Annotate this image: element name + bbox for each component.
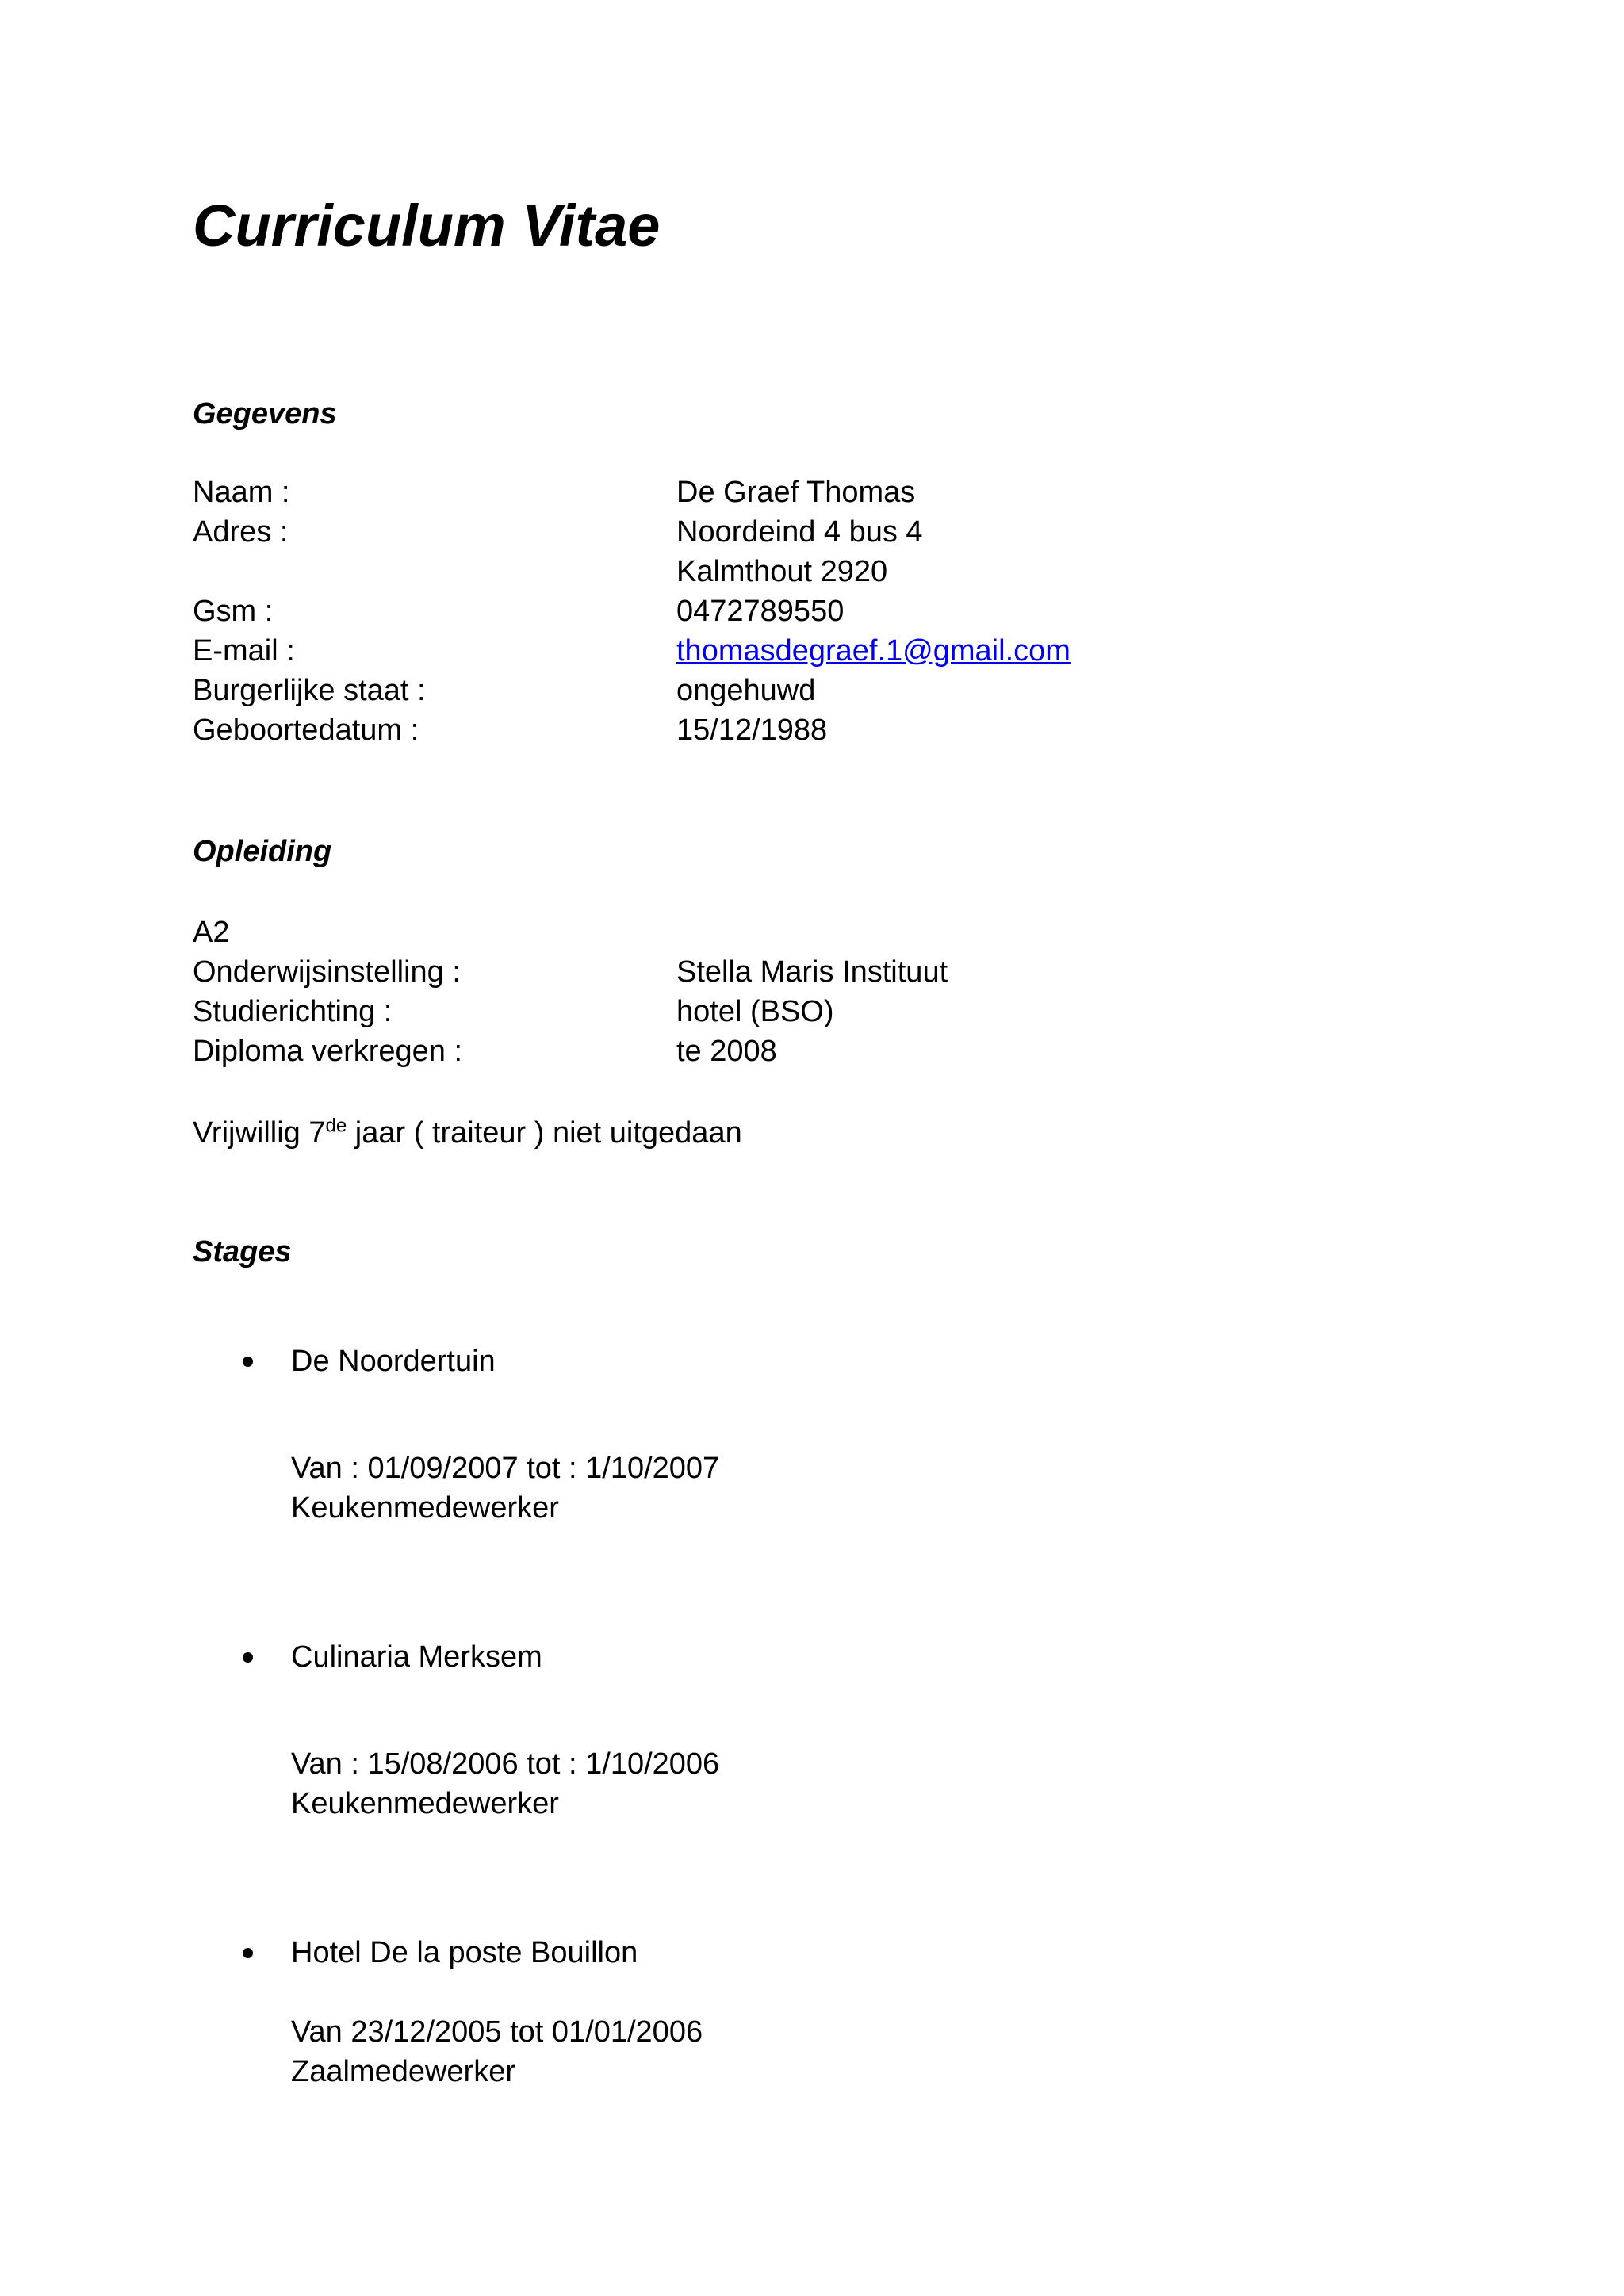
stage-period: Van 23/12/2005 tot 01/01/2006 bbox=[291, 2015, 703, 2049]
stage-name: De Noordertuin bbox=[291, 1345, 496, 1378]
stage-role: Zaalmedewerker bbox=[291, 2055, 515, 2088]
section-heading-opleiding: Opleiding bbox=[193, 835, 332, 868]
stage-period: Van : 15/08/2006 tot : 1/10/2006 bbox=[291, 1747, 720, 1781]
detail-label: Gsm : bbox=[193, 595, 274, 628]
stage-period: Van : 01/09/2007 tot : 1/10/2007 bbox=[291, 1452, 720, 1485]
stage-item bbox=[193, 1933, 1224, 2091]
detail-row-burgerlijke-staat bbox=[193, 671, 1224, 710]
education-value: te 2008 bbox=[676, 1035, 777, 1068]
detail-label: Naam : bbox=[193, 476, 290, 509]
stage-role: Keukenmedewerker bbox=[291, 1787, 559, 1820]
detail-row-adres bbox=[193, 512, 1224, 552]
note-text-end: jaar ( traiteur ) niet uitgedaan bbox=[347, 1116, 742, 1150]
section-heading-gegevens: Gegevens bbox=[193, 397, 337, 430]
stage-name: Culinaria Merksem bbox=[291, 1640, 542, 1674]
ordinal-suffix: de bbox=[325, 1115, 347, 1137]
detail-row-naam bbox=[193, 473, 1224, 512]
education-row-diploma bbox=[193, 1031, 1224, 1071]
education-level: A2 bbox=[193, 916, 230, 949]
detail-label: E-mail : bbox=[193, 634, 295, 668]
detail-row-adres-city bbox=[193, 552, 1224, 591]
personal-details bbox=[193, 473, 1224, 750]
detail-value: ongehuwd bbox=[676, 674, 816, 707]
detail-value: 15/12/1988 bbox=[676, 714, 828, 747]
detail-row-email bbox=[193, 631, 1224, 671]
detail-row-gsm bbox=[193, 591, 1224, 631]
stage-name-row bbox=[193, 1341, 1224, 1381]
note-text-start: Vrijwillig 7 bbox=[193, 1116, 326, 1150]
page-title: Curriculum Vitae bbox=[193, 193, 661, 258]
education-row-instelling bbox=[193, 952, 1224, 992]
education-value: Stella Maris Instituut bbox=[676, 955, 948, 989]
detail-value-wrap bbox=[676, 631, 1224, 671]
stage-item bbox=[193, 1341, 1224, 1528]
education-extra-note bbox=[193, 1113, 742, 1153]
stage-name-row bbox=[193, 1637, 1224, 1677]
bullet-icon bbox=[193, 1652, 291, 1663]
education-label: Onderwijsinstelling : bbox=[193, 955, 461, 989]
education-label: Studierichting : bbox=[193, 995, 393, 1028]
detail-row-geboortedatum bbox=[193, 710, 1224, 750]
stage-name: Hotel De la poste Bouillon bbox=[291, 1936, 638, 1969]
bullet-icon bbox=[193, 1948, 291, 1958]
detail-value: De Graef Thomas bbox=[676, 476, 916, 509]
detail-label: Adres : bbox=[193, 515, 289, 549]
detail-value: Kalmthout 2920 bbox=[676, 555, 888, 588]
section-heading-stages: Stages bbox=[193, 1235, 292, 1269]
detail-value: 0472789550 bbox=[676, 595, 845, 628]
education-label: Diploma verkregen : bbox=[193, 1035, 463, 1068]
stage-item bbox=[193, 1637, 1224, 1823]
detail-label: Geboortedatum : bbox=[193, 714, 419, 747]
email-link[interactable]: thomasdegraef.1@gmail.com bbox=[676, 634, 1071, 668]
detail-label: Burgerlijke staat : bbox=[193, 674, 426, 707]
education-details bbox=[193, 952, 1224, 1071]
stage-name-row bbox=[193, 1933, 1224, 1973]
stage-role: Keukenmedewerker bbox=[291, 1491, 559, 1525]
detail-value: Noordeind 4 bus 4 bbox=[676, 515, 923, 549]
bullet-icon bbox=[193, 1357, 291, 1367]
education-row-studierichting bbox=[193, 992, 1224, 1031]
education-value: hotel (BSO) bbox=[676, 995, 834, 1028]
